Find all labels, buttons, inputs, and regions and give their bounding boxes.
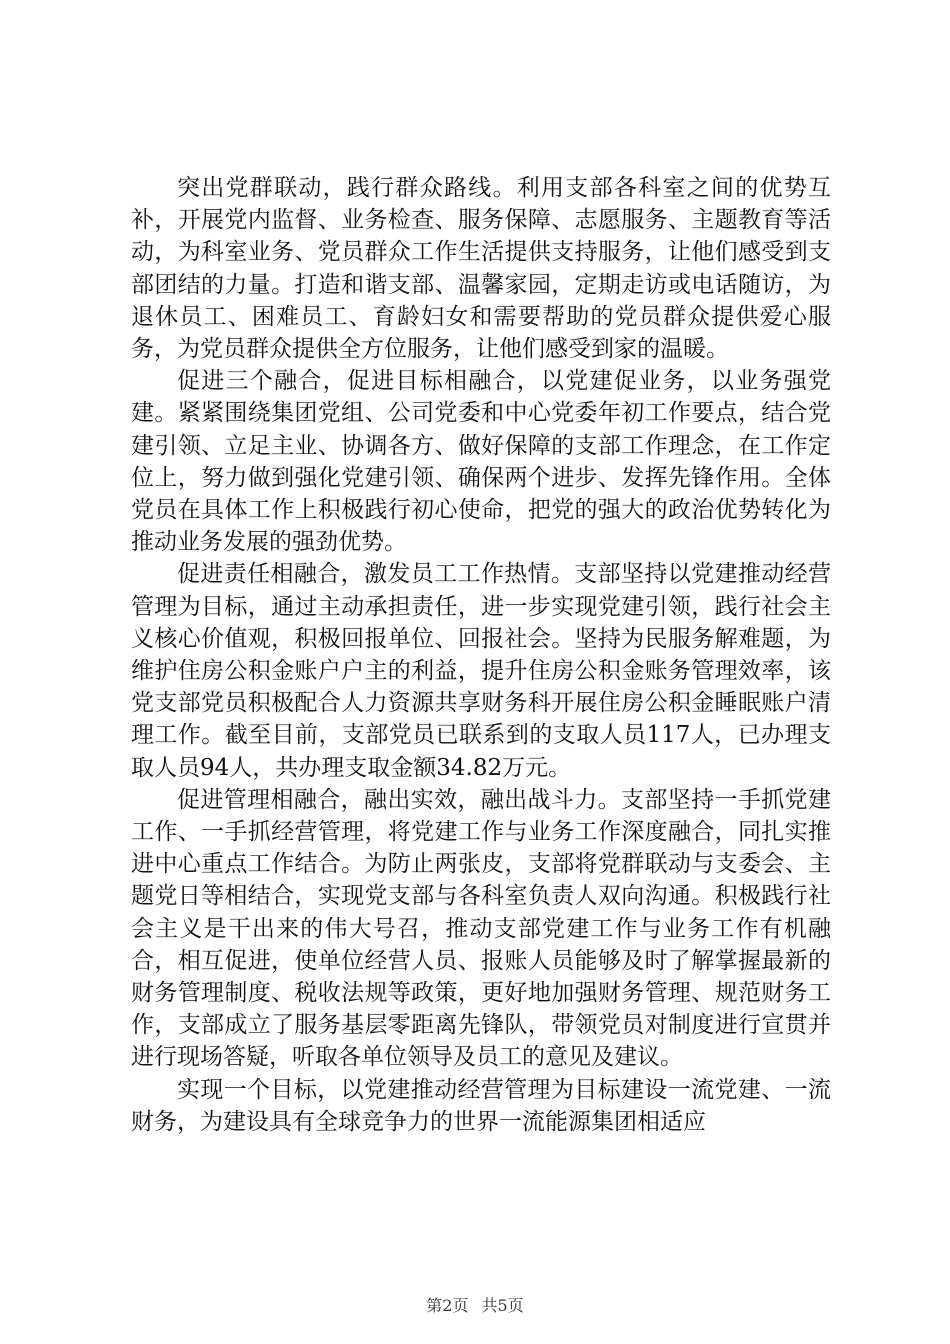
paragraph-3: 促进责任相融合，激发员工工作热情。支部坚持以党建推动经营管理为目标，通过主动承担责任，进一步实现党建引领，践行社会主义核心价值观，积极回报单位、回报社会。坚持为民服务解难题，为维护住房公积金账户户主的利益，提升住房公积金账务管理效率，该党支部党员积极配合人力资源共享财务科开展住房公积金睡眠账户清理工作。截至目前，支部党员已联系到的支取人员117人，已办理支取人员94人，共办理支取金额34.82万元。 [131, 561, 831, 781]
document-body [131, 172, 831, 1138]
page-footer [0, 1296, 950, 1316]
paragraph-2: 促进三个融合，促进目标相融合，以党建促业务，以业务强党建。紧紧围绕集团党组、公司党委和中心党委年初工作要点，结合党建引领、立足主业、协调各方、做好保障的支部工作理念，在工作定位上，努力做到强化党建引领、确保两个进步、发挥先锋作用。全体党员在具体工作上积极践行初心使命，把党的强大的政治优势转化为推动业务发展的强劲优势。 [131, 368, 831, 556]
paragraph-5: 实现一个目标，以党建推动经营管理为目标建设一流党建、一流财务，为建设具有全球竞争力的世界一流能源集团相适应 [131, 1076, 831, 1135]
paragraph-1: 突出党群联动，践行群众路线。利用支部各科室之间的优势互补，开展党内监督、业务检查、服务保障、志愿服务、主题教育等活动，为科室业务、党员群众工作生活提供支持服务，让他们感受到支部团结的力量。打造和谐支部、温馨家园，定期走访或电话随访，为退休员工、困难员工、育龄妇女和需要帮助的党员群众提供爱心服务，为党员群众提供全方位服务，让他们感受到家的温暖。 [131, 175, 831, 363]
paragraph-4: 促进管理相融合，融出实效，融出战斗力。支部坚持一手抓党建工作、一手抓经营管理，将党建工作与业务工作深度融合，同扎实推进中心重点工作结合。为防止两张皮，支部将党群联动与支委会、主题党日等相结合，实现党支部与各科室负责人双向沟通。积极践行社会主义是干出来的伟大号召，推动支部党建工作与业务工作有机融合，相互促进，使单位经营人员、报账人员能够及时了解掌握最新的财务管理制度、税收法规等政策，更好地加强财务管理、规范财务工作，支部成立了服务基层零距离先锋队，带领党员对制度进行宣贯并进行现场答疑，听取各单位领导及员工的意见及建议。 [131, 786, 831, 1071]
page-number: 第2页 [426, 1296, 469, 1315]
page-total: 共5页 [481, 1296, 524, 1315]
